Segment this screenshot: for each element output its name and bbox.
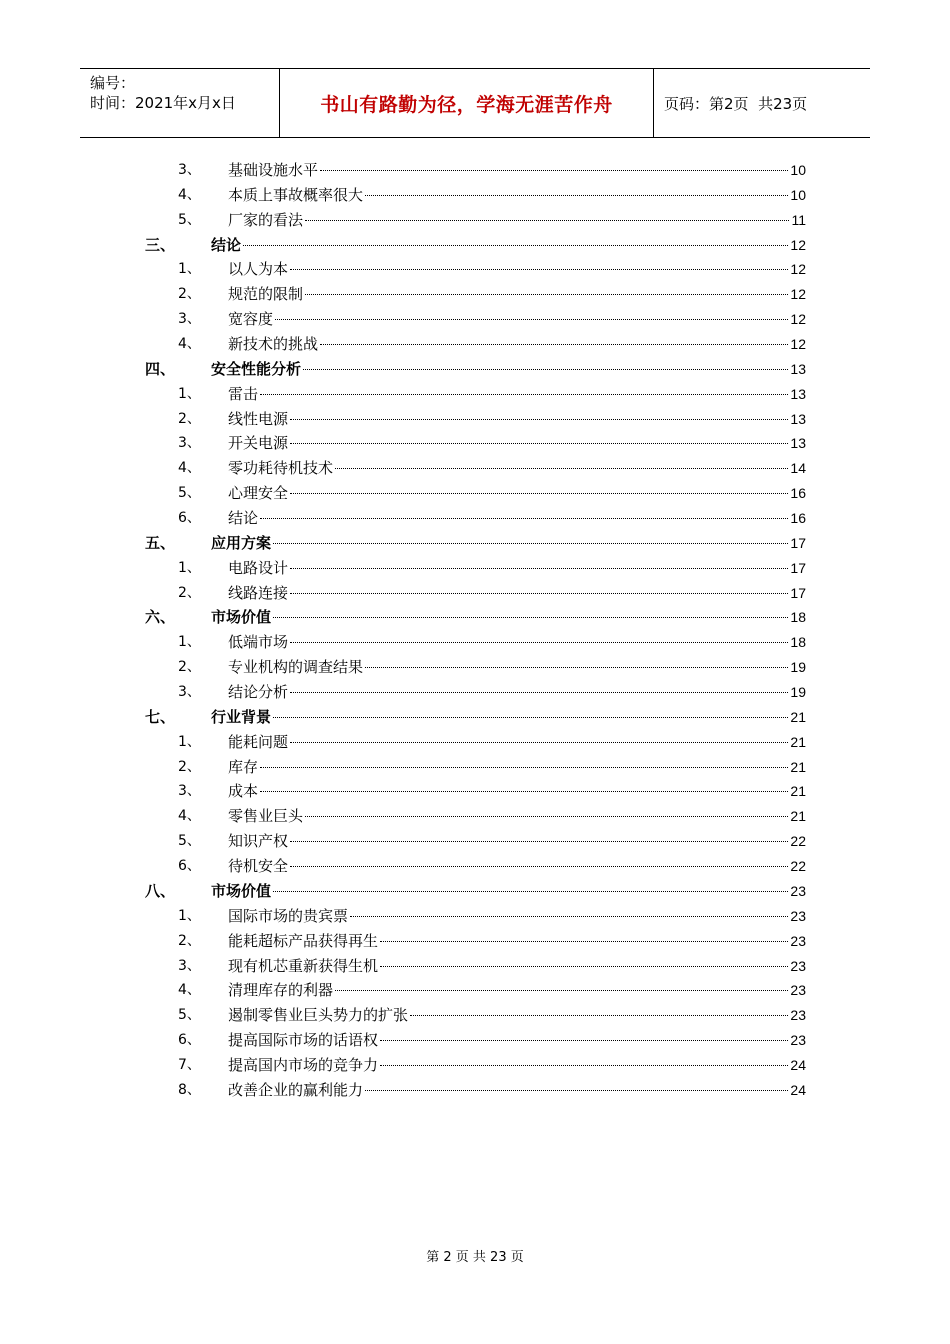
toc-entry[interactable] [0, 407, 950, 432]
toc-entry-page: 13 [790, 385, 806, 402]
dot-leader [275, 318, 788, 320]
toc-entry-title: 现有机芯重新获得生机 [228, 956, 379, 975]
toc-entry-page: 21 [790, 783, 806, 800]
toc-entry-line [228, 978, 806, 1003]
dot-leader [335, 989, 788, 991]
toc-entry-page: 23 [790, 932, 806, 949]
toc-entry-number: 1、 [178, 634, 201, 651]
toc-entry-line [228, 407, 806, 432]
toc-entry-number: 1、 [178, 907, 201, 924]
toc-entry-number: 五、 [145, 533, 176, 552]
toc-entry-number: 2、 [178, 584, 201, 601]
toc-entry[interactable] [0, 456, 950, 481]
toc-entry-page: 21 [790, 733, 806, 750]
toc-entry-page: 21 [790, 708, 806, 725]
toc-entry-number: 六、 [145, 608, 176, 627]
toc-entry-line [228, 755, 806, 780]
toc-entry-page: 23 [790, 882, 806, 899]
toc-entry-title: 清理库存的利器 [228, 981, 334, 1000]
header-motto-cell [280, 69, 654, 137]
toc-entry[interactable] [0, 1003, 950, 1028]
toc-entry-page: 17 [790, 559, 806, 576]
toc-entry-title: 市场价值 [211, 881, 272, 900]
toc-entry-page: 18 [790, 609, 806, 626]
page-info: 页码：第2页 共23页 [664, 94, 808, 113]
toc-entry-page: 12 [790, 261, 806, 278]
toc-section-entry[interactable] [0, 705, 950, 730]
dot-leader [380, 1064, 788, 1066]
toc-entry-line [228, 282, 806, 307]
dot-leader [380, 940, 788, 942]
toc-entry-page: 12 [790, 311, 806, 328]
toc-entry-title: 成本 [228, 782, 259, 801]
toc-entry[interactable] [0, 804, 950, 829]
toc-entry-number: 5、 [178, 211, 201, 228]
toc-entry[interactable] [0, 481, 950, 506]
toc-entry-page: 14 [790, 460, 806, 477]
toc-entry-title: 低端市场 [228, 633, 289, 652]
toc-entry-title: 开关电源 [228, 434, 289, 453]
motto: 书山有路勤为径，学海无涯苦作舟 [320, 93, 613, 116]
toc-entry-line [228, 1078, 806, 1103]
toc-entry[interactable] [0, 978, 950, 1003]
toc-entry-title: 本质上事故概率很大 [228, 185, 364, 204]
dot-leader [365, 194, 788, 196]
dot-leader [350, 915, 788, 917]
toc-entry-page: 10 [790, 162, 806, 178]
header-page-cell [654, 69, 870, 137]
toc-entry-line [228, 581, 806, 606]
dot-leader [273, 616, 788, 618]
dot-leader [260, 790, 788, 792]
toc-entry-number: 2、 [178, 932, 201, 949]
dot-leader [260, 766, 788, 768]
toc-entry[interactable] [0, 630, 950, 655]
toc-entry-title: 结论 [228, 509, 259, 528]
toc-entry-number: 2、 [178, 659, 201, 676]
toc-section-entry[interactable] [0, 879, 950, 904]
toc-entry[interactable] [0, 431, 950, 456]
toc-entry-page: 24 [790, 1081, 806, 1098]
toc-entry-number: 1、 [178, 385, 201, 402]
toc-entry-number: 3、 [178, 957, 201, 974]
toc-entry-title: 心理安全 [228, 484, 289, 503]
toc-entry-title: 遏制零售业巨头势力的扩张 [228, 1006, 409, 1025]
dot-leader [290, 442, 788, 444]
toc-entry-title: 零售业巨头 [228, 807, 304, 826]
toc-entry[interactable] [0, 556, 950, 581]
toc-entry-line [228, 630, 806, 655]
dot-leader [320, 169, 788, 171]
toc-entry[interactable] [0, 506, 950, 531]
toc-entry[interactable] [0, 1028, 950, 1053]
toc-entry-line [211, 357, 806, 382]
dot-leader [260, 517, 788, 519]
toc-entry[interactable] [0, 1053, 950, 1078]
dot-leader [273, 542, 788, 544]
dot-leader [380, 1039, 788, 1041]
toc-entry-line [228, 257, 806, 282]
dot-leader [290, 268, 788, 270]
toc-entry-number: 5、 [178, 833, 201, 850]
toc-entry-number: 七、 [145, 707, 176, 726]
dot-leader [410, 1014, 788, 1016]
dot-leader [320, 343, 788, 345]
toc-entry-title: 基础设施水平 [228, 161, 319, 179]
toc-entry-number: 1、 [178, 559, 201, 576]
toc-entry-page: 23 [790, 1032, 806, 1049]
toc-entry[interactable] [0, 954, 950, 979]
dot-leader [290, 641, 788, 643]
toc-section-entry[interactable] [0, 233, 950, 258]
toc-entry[interactable] [0, 854, 950, 879]
dot-leader [273, 716, 788, 718]
toc-entry-number: 2、 [178, 758, 201, 775]
toc-section-entry[interactable] [0, 531, 950, 556]
toc-entry-page: 23 [790, 907, 806, 924]
toc-entry-line [228, 1003, 806, 1028]
toc-entry-line [228, 431, 806, 456]
toc-entry[interactable] [0, 307, 950, 332]
toc-entry[interactable] [0, 257, 950, 282]
toc-entry-title: 线路连接 [228, 583, 289, 602]
toc-entry-title: 电路设计 [228, 558, 289, 577]
toc-entry-number: 4、 [178, 186, 201, 203]
toc-section-entry[interactable] [0, 357, 950, 382]
toc-entry-title: 结论分析 [228, 683, 289, 702]
toc-entry[interactable] [0, 730, 950, 755]
toc-entry-title: 零功耗待机技术 [228, 459, 334, 478]
dot-leader [260, 393, 788, 395]
toc-entry-number: 3、 [178, 684, 201, 701]
toc-entry-title: 厂家的看法 [228, 210, 304, 229]
toc-entry[interactable] [0, 282, 950, 307]
toc-entry-line [228, 779, 806, 804]
toc-entry-page: 10 [790, 186, 806, 203]
toc-entry-number: 5、 [178, 1007, 201, 1024]
toc-entry-title: 能耗超标产品获得再生 [228, 931, 379, 950]
dot-leader [365, 1089, 788, 1091]
dot-leader [290, 691, 788, 693]
footer-page-number: 第 2 页 共 23 页 [426, 1250, 524, 1265]
toc-entry-number: 4、 [178, 460, 201, 477]
toc-entry-title: 提高国内市场的竞争力 [228, 1055, 379, 1074]
toc-entry-title: 行业背景 [211, 707, 272, 726]
toc-entry-line [228, 332, 806, 357]
toc-entry-number: 6、 [178, 858, 201, 875]
table-of-contents [0, 158, 950, 1103]
toc-entry-number: 5、 [178, 485, 201, 502]
toc-entry-page: 12 [790, 336, 806, 353]
toc-entry-line [228, 183, 806, 208]
toc-entry-line [228, 307, 806, 332]
toc-entry-title: 以人为本 [228, 260, 289, 279]
toc-entry-line [228, 1028, 806, 1053]
toc-entry-page: 17 [790, 534, 806, 551]
toc-entry-number: 八、 [145, 881, 176, 900]
toc-entry-page: 12 [790, 236, 806, 253]
toc-entry-line [228, 929, 806, 954]
toc-entry-page: 13 [790, 360, 806, 377]
toc-entry-line [228, 208, 806, 233]
toc-entry-line [228, 382, 806, 407]
toc-entry[interactable] [0, 158, 950, 183]
toc-section-entry[interactable] [0, 605, 950, 630]
dot-leader [273, 890, 788, 892]
toc-entry-line [211, 233, 806, 258]
toc-entry-line [228, 481, 806, 506]
toc-entry-number: 3、 [178, 783, 201, 800]
toc-entry[interactable] [0, 183, 950, 208]
toc-entry-number: 4、 [178, 808, 201, 825]
toc-entry-title: 国际市场的贵宾票 [228, 906, 349, 925]
toc-entry-title: 知识产权 [228, 832, 289, 851]
toc-entry-line [228, 829, 806, 854]
toc-entry-page: 22 [790, 833, 806, 850]
toc-entry-line [228, 655, 806, 680]
toc-entry-line [228, 730, 806, 755]
page-header [80, 68, 870, 138]
number-label: 编号： [90, 74, 136, 92]
toc-entry[interactable] [0, 929, 950, 954]
toc-entry-line [211, 705, 806, 730]
toc-entry-title: 结论 [211, 235, 242, 254]
toc-entry-title: 市场价值 [211, 608, 272, 627]
toc-entry[interactable] [0, 1078, 950, 1103]
toc-entry-page: 12 [790, 286, 806, 303]
dot-leader [290, 865, 788, 867]
toc-entry-line [211, 531, 806, 556]
toc-entry-number: 1、 [178, 733, 201, 750]
toc-entry-page: 24 [790, 1056, 806, 1073]
dot-leader [335, 467, 788, 469]
toc-entry-number: 6、 [178, 510, 201, 527]
toc-entry-line [228, 954, 806, 979]
dot-leader [243, 244, 788, 246]
dot-leader [303, 368, 788, 370]
toc-entry-page: 19 [790, 659, 806, 676]
toc-entry-number: 8、 [178, 1081, 201, 1098]
toc-entry-title: 专业机构的调查结果 [228, 658, 364, 677]
toc-entry-page: 18 [790, 634, 806, 651]
toc-entry-title: 提高国际市场的话语权 [228, 1031, 379, 1050]
toc-entry-number: 四、 [145, 359, 176, 378]
toc-entry-line [228, 680, 806, 705]
toc-entry-title: 安全性能分析 [211, 359, 302, 378]
toc-entry-title: 改善企业的赢利能力 [228, 1080, 364, 1099]
toc-entry-line [228, 456, 806, 481]
dot-leader [290, 741, 788, 743]
toc-entry-number: 7、 [178, 1056, 201, 1073]
toc-entry-line [228, 904, 806, 929]
toc-entry[interactable] [0, 332, 950, 357]
toc-entry-number: 4、 [178, 982, 201, 999]
toc-entry-number: 6、 [178, 1032, 201, 1049]
toc-entry-page: 16 [790, 485, 806, 502]
dot-leader [305, 815, 788, 817]
toc-entry-number: 1、 [178, 261, 201, 278]
toc-entry-number: 4、 [178, 336, 201, 353]
dot-leader [305, 219, 789, 221]
toc-entry-number: 2、 [178, 286, 201, 303]
toc-entry-line [228, 506, 806, 531]
dot-leader [290, 567, 788, 569]
dot-leader [290, 592, 788, 594]
toc-entry-page: 23 [790, 1007, 806, 1024]
toc-entry-page: 19 [790, 684, 806, 701]
dot-leader [290, 492, 788, 494]
dot-leader [290, 840, 788, 842]
toc-entry-line [211, 879, 806, 904]
toc-entry-page: 17 [790, 584, 806, 601]
toc-entry-page: 23 [790, 982, 806, 999]
toc-entry[interactable] [0, 680, 950, 705]
date-label: 时间：2021年x月x日 [90, 94, 236, 112]
toc-entry-line [228, 556, 806, 581]
toc-entry-line [228, 854, 806, 879]
toc-entry-page: 13 [790, 435, 806, 452]
toc-entry-title: 能耗问题 [228, 732, 289, 751]
toc-entry-line [228, 804, 806, 829]
toc-entry-line [228, 158, 806, 183]
toc-entry-title: 应用方案 [211, 533, 272, 552]
toc-entry[interactable] [0, 581, 950, 606]
toc-entry[interactable] [0, 382, 950, 407]
toc-entry-title: 规范的限制 [228, 285, 304, 304]
toc-entry[interactable] [0, 208, 950, 233]
toc-entry-title: 库存 [228, 757, 259, 776]
toc-entry-page: 11 [791, 211, 806, 228]
dot-leader [380, 965, 788, 967]
toc-entry-title: 雷击 [228, 384, 259, 403]
toc-entry-number: 3、 [178, 435, 201, 452]
toc-entry-page: 13 [790, 410, 806, 427]
toc-entry-title: 线性电源 [228, 409, 289, 428]
toc-entry-title: 新技术的挑战 [228, 335, 319, 354]
toc-entry-page: 22 [790, 858, 806, 875]
toc-entry-number: 3、 [178, 311, 201, 328]
dot-leader [290, 418, 788, 420]
toc-entry-page: 21 [790, 758, 806, 775]
toc-entry[interactable] [0, 779, 950, 804]
dot-leader [365, 666, 788, 668]
toc-entry-number: 三、 [145, 235, 176, 254]
toc-entry-title: 待机安全 [228, 857, 289, 876]
toc-entry-line [228, 1053, 806, 1078]
toc-entry-number: 2、 [178, 410, 201, 427]
toc-entry-number: 3、 [178, 162, 201, 178]
toc-entry-page: 23 [790, 957, 806, 974]
dot-leader [305, 293, 788, 295]
toc-entry[interactable] [0, 829, 950, 854]
toc-entry[interactable] [0, 655, 950, 680]
toc-entry[interactable] [0, 904, 950, 929]
toc-entry-title: 宽容度 [228, 310, 274, 329]
page-footer [0, 1246, 950, 1265]
toc-entry-page: 21 [790, 808, 806, 825]
toc-entry-line [211, 605, 806, 630]
toc-entry[interactable] [0, 755, 950, 780]
toc-entry-page: 16 [790, 510, 806, 527]
header-meta [80, 69, 280, 137]
